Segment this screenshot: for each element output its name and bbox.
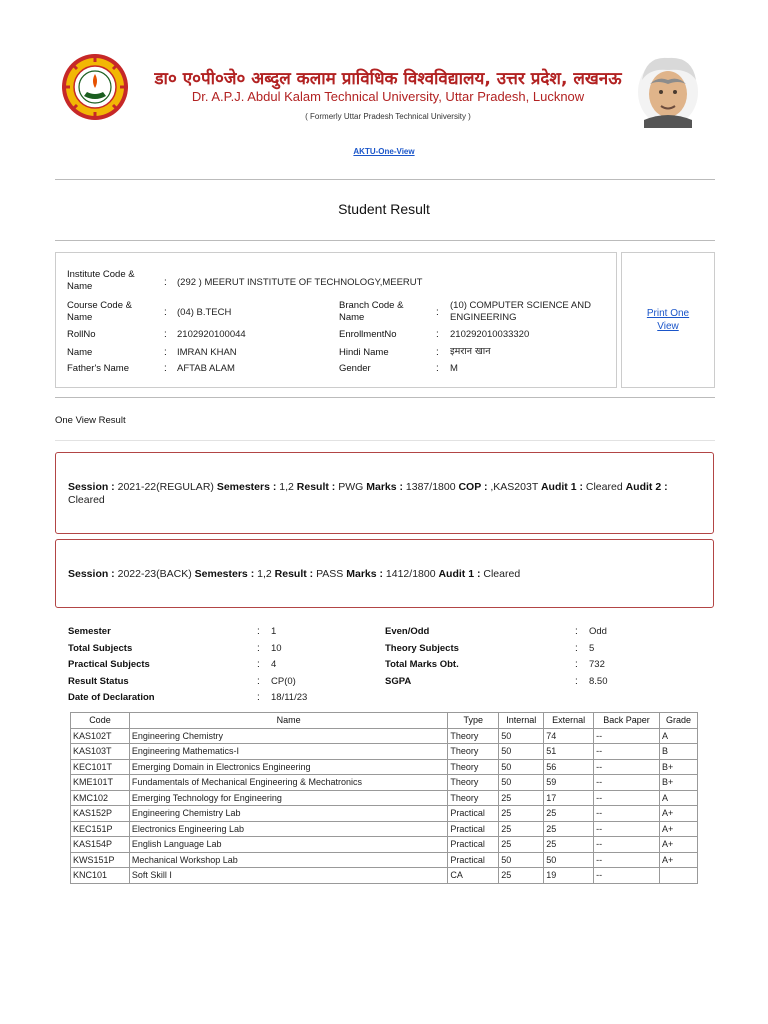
audit2-value: Cleared: [68, 494, 105, 506]
marks-value: 1387/1800: [403, 481, 459, 493]
colon: :: [164, 347, 167, 358]
total-marks-value: 732: [589, 659, 605, 670]
column-header: Type: [448, 713, 499, 729]
subject-code: KAS152P: [71, 806, 130, 822]
external-marks: 25: [544, 837, 594, 853]
subject-name: Mechanical Workshop Lab: [129, 852, 447, 868]
back-paper: --: [594, 775, 660, 791]
subject-code: KEC151P: [71, 821, 130, 837]
internal-marks: 25: [499, 806, 544, 822]
name-label: Name: [67, 347, 93, 358]
marks-label: Marks :: [346, 568, 383, 580]
semesters-label: Semesters :: [194, 568, 255, 580]
external-marks: 50: [544, 852, 594, 868]
subject-type: Practical: [448, 852, 499, 868]
subject-code: KAS103T: [71, 744, 130, 760]
print-panel: [621, 252, 715, 388]
colon: :: [436, 347, 439, 358]
subject-name: Emerging Domain in Electronics Engineering: [129, 759, 447, 775]
portrait-image-icon: [628, 50, 708, 128]
back-paper: --: [594, 744, 660, 760]
hindi-name-value: इमरान खान: [450, 346, 491, 357]
subject-type: Theory: [448, 775, 499, 791]
result-value: PWG: [335, 481, 367, 493]
column-header: Code: [71, 713, 130, 729]
even-odd-label: Even/Odd: [385, 626, 430, 637]
declaration-date-value: 18/11/23: [271, 692, 308, 703]
semester-label: Semester: [68, 626, 111, 637]
column-header: Grade: [659, 713, 697, 729]
colon: :: [257, 659, 260, 670]
colon: :: [257, 626, 260, 637]
back-paper: --: [594, 759, 660, 775]
print-one-view-link[interactable]: Print One View: [646, 308, 690, 332]
course-label: Course Code & Name: [67, 300, 132, 323]
total-marks-label: Total Marks Obt.: [385, 659, 459, 670]
colon: :: [257, 692, 260, 703]
external-marks: 19: [544, 868, 594, 884]
table-row: [71, 821, 698, 837]
result-label: Result :: [296, 481, 336, 493]
subject-code: KEC101T: [71, 759, 130, 775]
enrollment-value: 210292010033320: [450, 329, 530, 340]
divider: [55, 397, 715, 398]
table-row: [71, 790, 698, 806]
university-title-hindi: डा० ए०पी०जे० अब्दुल कलाम प्राविधिक विश्वविद्यालय, उत्तर प्रदेश, लखनऊ: [154, 69, 622, 89]
table-row: [71, 837, 698, 853]
grade: [659, 868, 697, 884]
student-info-panel: [55, 252, 617, 388]
colon: :: [257, 676, 260, 687]
theory-subjects-label: Theory Subjects: [385, 643, 459, 654]
colon: :: [575, 626, 578, 637]
grade: B+: [659, 759, 697, 775]
session-value: 2022-23(BACK): [114, 568, 195, 580]
back-paper: --: [594, 837, 660, 853]
university-logo-icon: [60, 52, 130, 122]
table-header-row: [71, 713, 698, 729]
subject-type: Practical: [448, 821, 499, 837]
subject-name: Soft Skill I: [129, 868, 447, 884]
semesters-label: Semesters :: [216, 481, 277, 493]
subject-name: Electronics Engineering Lab: [129, 821, 447, 837]
external-marks: 74: [544, 728, 594, 744]
session-label: Session :: [68, 481, 115, 493]
table-row: [71, 759, 698, 775]
internal-marks: 50: [499, 852, 544, 868]
hindi-name-label: Hindi Name: [339, 347, 389, 358]
subject-type: Theory: [448, 744, 499, 760]
subject-code: KAS154P: [71, 837, 130, 853]
divider: [55, 179, 715, 180]
subject-code: KME101T: [71, 775, 130, 791]
colon: :: [164, 307, 167, 318]
cop-value: ,KAS203T: [487, 481, 541, 493]
session-result-card: [55, 452, 714, 534]
external-marks: 59: [544, 775, 594, 791]
university-title-english: Dr. A.P.J. Abdul Kalam Technical University, Uttar Pradesh, Lucknow: [191, 89, 585, 104]
session-result-card: [55, 539, 714, 608]
colon: :: [436, 363, 439, 374]
subject-name: Engineering Chemistry: [129, 728, 447, 744]
marks-label: Marks :: [366, 481, 403, 493]
aktu-one-view-link[interactable]: AKTU-One-View: [353, 147, 415, 156]
audit1-label: Audit 1 :: [540, 481, 583, 493]
subject-name: Emerging Technology for Engineering: [129, 790, 447, 806]
column-header: Back Paper: [594, 713, 660, 729]
colon: :: [164, 277, 167, 288]
grade: A+: [659, 806, 697, 822]
name-value: IMRAN KHAN: [177, 347, 237, 358]
external-marks: 56: [544, 759, 594, 775]
subject-type: CA: [448, 868, 499, 884]
internal-marks: 25: [499, 868, 544, 884]
university-header: [0, 0, 768, 135]
column-header: Name: [129, 713, 447, 729]
external-marks: 17: [544, 790, 594, 806]
result-label: Result :: [274, 568, 314, 580]
subject-type: Practical: [448, 837, 499, 853]
table-row: [71, 806, 698, 822]
practical-subjects-label: Practical Subjects: [68, 659, 150, 670]
semesters-value: 1,2: [254, 568, 275, 580]
table-row: [71, 852, 698, 868]
table-row: [71, 728, 698, 744]
back-paper: --: [594, 821, 660, 837]
back-paper: --: [594, 852, 660, 868]
gender-label: Gender: [339, 363, 371, 374]
total-subjects-label: Total Subjects: [68, 643, 133, 654]
grade: A: [659, 728, 697, 744]
subject-code: KAS102T: [71, 728, 130, 744]
theory-subjects-value: 5: [589, 643, 595, 654]
course-value: (04) B.TECH: [177, 307, 232, 318]
grade: A+: [659, 837, 697, 853]
roll-label: RollNo: [67, 329, 96, 340]
grade: A+: [659, 821, 697, 837]
external-marks: 25: [544, 806, 594, 822]
column-header: Internal: [499, 713, 544, 729]
internal-marks: 50: [499, 775, 544, 791]
father-name-label: Father's Name: [67, 363, 130, 374]
father-name-value: AFTAB ALAM: [177, 363, 235, 374]
table-row: [71, 744, 698, 760]
branch-label: Branch Code & Name: [339, 300, 404, 323]
internal-marks: 25: [499, 821, 544, 837]
subject-name: Engineering Mathematics-I: [129, 744, 447, 760]
audit1-value: Cleared: [480, 568, 521, 580]
subject-code: KNC101: [71, 868, 130, 884]
audit1-value: Cleared: [582, 481, 626, 493]
audit2-label: Audit 2 :: [625, 481, 668, 493]
session-label: Session :: [68, 568, 115, 580]
university-formerly-note: ( Formerly Uttar Pradesh Technical University ): [305, 112, 471, 121]
institute-label: Institute Code & Name: [67, 269, 135, 292]
colon: :: [575, 676, 578, 687]
internal-marks: 25: [499, 837, 544, 853]
table-row: [71, 868, 698, 884]
table-row: [71, 775, 698, 791]
back-paper: --: [594, 728, 660, 744]
internal-marks: 50: [499, 728, 544, 744]
marks-value: 1412/1800: [383, 568, 439, 580]
audit1-label: Audit 1 :: [438, 568, 481, 580]
result-status-value: CP(0): [271, 676, 296, 687]
subject-name: English Language Lab: [129, 837, 447, 853]
practical-subjects-value: 4: [271, 659, 277, 670]
gender-value: M: [450, 363, 458, 374]
external-marks: 25: [544, 821, 594, 837]
institute-value: (292 ) MEERUT INSTITUTE OF TECHNOLOGY,MEERUT: [177, 277, 423, 288]
sgpa-label: SGPA: [385, 676, 412, 687]
grade: B+: [659, 775, 697, 791]
colon: :: [575, 643, 578, 654]
sgpa-value: 8.50: [589, 676, 608, 687]
back-paper: --: [594, 790, 660, 806]
colon: :: [436, 307, 439, 318]
subject-type: Practical: [448, 806, 499, 822]
internal-marks: 50: [499, 744, 544, 760]
colon: :: [257, 643, 260, 654]
branch-value: (10) COMPUTER SCIENCE AND ENGINEERING: [450, 300, 591, 323]
marks-table: [70, 712, 698, 884]
colon: :: [575, 659, 578, 670]
semester-value: 1: [271, 626, 277, 637]
divider: [55, 240, 715, 241]
colon: :: [436, 329, 439, 340]
total-subjects-value: 10: [271, 643, 282, 654]
subject-name: Fundamentals of Mechanical Engineering & Mechatronics: [129, 775, 447, 791]
back-paper: --: [594, 806, 660, 822]
divider: [55, 440, 715, 441]
subject-type: Theory: [448, 790, 499, 806]
page-title: Student Result: [338, 201, 430, 217]
subject-code: KWS151P: [71, 852, 130, 868]
back-paper: --: [594, 868, 660, 884]
subject-name: Engineering Chemistry Lab: [129, 806, 447, 822]
colon: :: [164, 363, 167, 374]
result-value: PASS: [313, 568, 347, 580]
grade: A+: [659, 852, 697, 868]
enrollment-label: EnrollmentNo: [339, 329, 397, 340]
subject-code: KMC102: [71, 790, 130, 806]
semesters-value: 1,2: [276, 481, 297, 493]
internal-marks: 25: [499, 790, 544, 806]
internal-marks: 50: [499, 759, 544, 775]
cop-label: COP :: [458, 481, 488, 493]
result-status-label: Result Status: [68, 676, 129, 687]
declaration-date-label: Date of Declaration: [68, 692, 155, 703]
column-header: External: [544, 713, 594, 729]
roll-value: 2102920100044: [177, 329, 246, 340]
subject-type: Theory: [448, 759, 499, 775]
one-view-result-label: One View Result: [55, 415, 126, 426]
even-odd-value: Odd: [589, 626, 607, 637]
grade: A: [659, 790, 697, 806]
grade: B: [659, 744, 697, 760]
session-value: 2021-22(REGULAR): [114, 481, 217, 493]
colon: :: [164, 329, 167, 340]
external-marks: 51: [544, 744, 594, 760]
subject-type: Theory: [448, 728, 499, 744]
